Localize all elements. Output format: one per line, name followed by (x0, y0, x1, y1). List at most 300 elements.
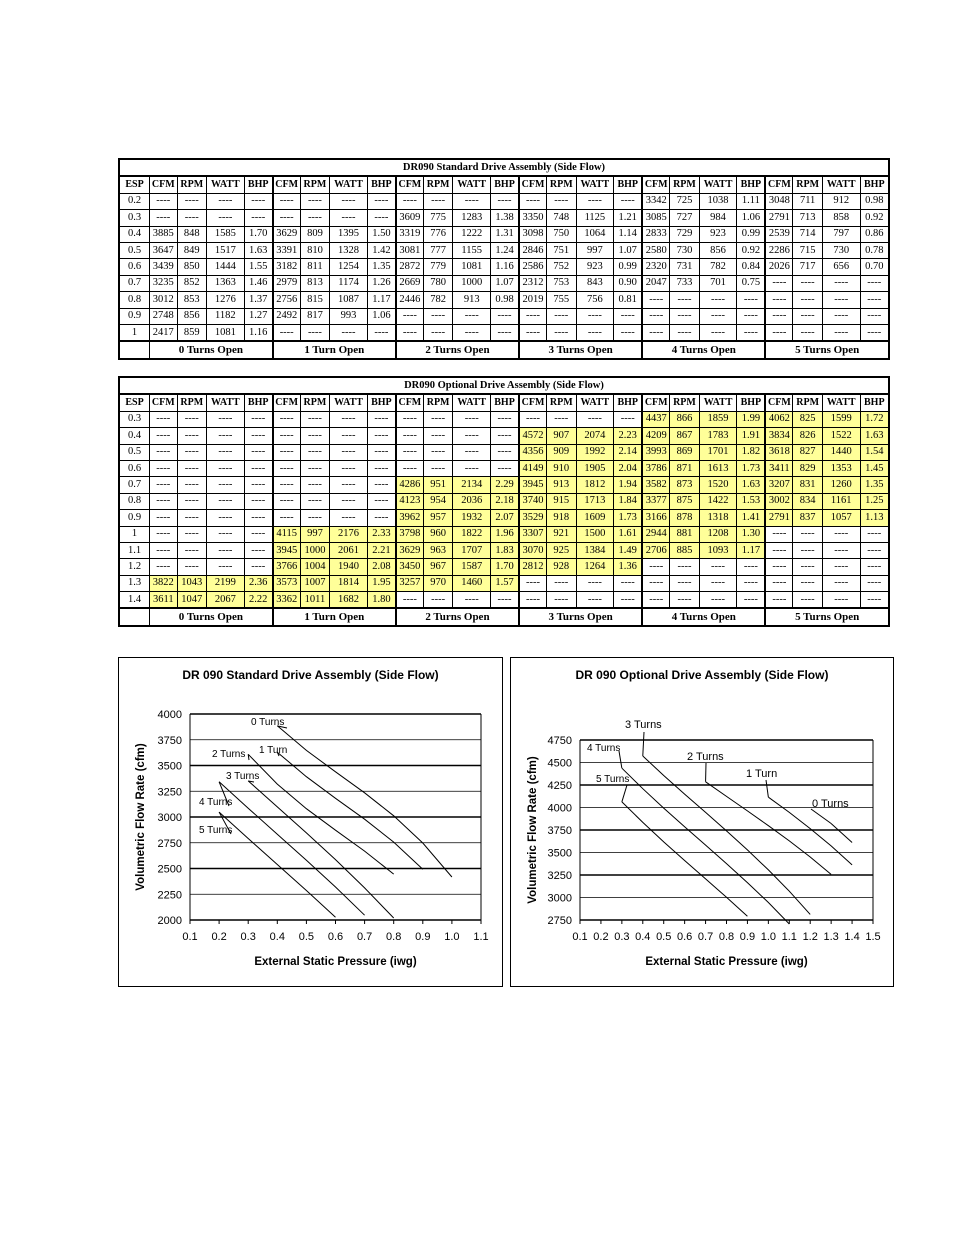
table-cell: 731 (670, 259, 700, 275)
column-header-rpm: RPM (423, 394, 453, 411)
table-row (119, 559, 889, 575)
table-cell: 1707 (453, 542, 491, 558)
table-cell: ---- (300, 324, 330, 341)
table-cell: 1254 (330, 259, 368, 275)
table-cell: ---- (491, 308, 520, 324)
optional-table-title: DR090 Optional Drive Assembly (Side Flow) (119, 377, 889, 394)
table-cell: 3048 (765, 193, 792, 209)
series-leader-line (643, 732, 644, 756)
table-cell: 4437 (642, 411, 669, 427)
y-tick-label: 4000 (157, 709, 182, 721)
y-tick-label: 3000 (547, 892, 572, 905)
table-cell: ---- (244, 493, 273, 509)
table-cell: 0.98 (491, 292, 520, 308)
series-label: 0 Turns (812, 798, 849, 810)
table-cell: 2074 (576, 428, 614, 444)
table-cell: 967 (423, 559, 453, 575)
y-tick-label: 2750 (547, 915, 572, 927)
y-tick-label: 4000 (547, 802, 572, 815)
column-header-cfm: CFM (642, 176, 669, 193)
table-cell: 827 (793, 444, 823, 460)
table-cell: ---- (519, 592, 546, 609)
table-cell: 1613 (699, 460, 737, 476)
table-cell: ---- (396, 592, 423, 609)
table-cell: ---- (793, 526, 823, 542)
table-cell: 2286 (765, 242, 792, 258)
table-cell: 3342 (642, 193, 669, 209)
table-cell: 951 (423, 477, 453, 493)
table-cell: 1057 (822, 510, 860, 526)
table-cell: 848 (177, 226, 207, 242)
table-cell: ---- (793, 292, 823, 308)
table-cell: 1.37 (244, 292, 273, 308)
table-cell: ---- (273, 444, 300, 460)
table-cell: 730 (670, 242, 700, 258)
table-cell: 923 (699, 226, 737, 242)
table-cell: 1.07 (491, 275, 520, 291)
x-tick-label: 0.7 (697, 931, 714, 943)
table-cell: 3450 (396, 559, 423, 575)
table-cell: ---- (273, 477, 300, 493)
table-cell: ---- (423, 444, 453, 460)
column-header-cfm: CFM (396, 176, 423, 193)
table-cell: 1.06 (737, 210, 766, 226)
table-cell: ---- (207, 460, 245, 476)
table-cell: 1585 (207, 226, 245, 242)
optional-chart-svg (511, 658, 893, 986)
column-header-rpm: RPM (547, 394, 577, 411)
table-cell: ---- (177, 444, 207, 460)
table-cell: 1.84 (614, 493, 643, 509)
table-cell: ---- (330, 193, 368, 209)
table-cell: ---- (765, 526, 792, 542)
table-cell: 2067 (207, 592, 245, 609)
table-cell: 3629 (396, 542, 423, 558)
table-cell: 826 (793, 428, 823, 444)
series-line (622, 802, 748, 916)
table-cell: ---- (576, 308, 614, 324)
table-cell: ---- (207, 210, 245, 226)
table-cell: ---- (177, 210, 207, 226)
table-cell: ---- (177, 477, 207, 493)
table-cell: 909 (547, 444, 577, 460)
table-cell: 0.70 (860, 259, 889, 275)
y-tick-label: 4500 (547, 757, 572, 770)
table-cell: ---- (453, 428, 491, 444)
column-header-rpm: RPM (670, 394, 700, 411)
table-cell: 997 (576, 242, 614, 258)
table-cell: 1004 (300, 559, 330, 575)
table-cell: ---- (273, 193, 300, 209)
table-cell: 2417 (150, 324, 177, 341)
table-cell: ---- (822, 308, 860, 324)
table-cell: 0.75 (737, 275, 766, 291)
table-cell: 1.17 (737, 542, 766, 558)
table-cell: ---- (330, 510, 368, 526)
table-cell: ---- (765, 559, 792, 575)
table-cell: ---- (860, 592, 889, 609)
table-cell: ---- (793, 542, 823, 558)
table-cell: ---- (491, 592, 520, 609)
x-tick-label: 0.6 (676, 931, 693, 943)
series-label: 2 Turns (212, 749, 246, 760)
table-cell: 1.50 (367, 226, 396, 242)
table-cell: 3573 (273, 575, 300, 591)
table-cell: ---- (614, 592, 643, 609)
table-cell: ---- (860, 292, 889, 308)
column-header-watt: WATT (453, 394, 491, 411)
table-cell: ---- (614, 324, 643, 341)
table-cell: 2026 (765, 259, 792, 275)
column-header-cfm: CFM (150, 176, 177, 193)
series-label: 2 Turns (687, 751, 724, 763)
table-row (119, 526, 889, 542)
chart-title: DR 090 Standard Drive Assembly (Side Flow) (182, 668, 439, 682)
table-cell: ---- (367, 493, 396, 509)
table-cell: 1.73 (614, 510, 643, 526)
table-cell: ---- (244, 542, 273, 558)
table-cell: 829 (793, 460, 823, 476)
column-header-rpm: RPM (793, 176, 823, 193)
table-cell: 3362 (273, 592, 300, 609)
x-tick-label: 0.3 (240, 931, 256, 943)
table-cell: 782 (699, 259, 737, 275)
table-cell: ---- (300, 493, 330, 509)
turns-open-label: 2 Turns Open (396, 341, 519, 358)
table-cell: 1.35 (860, 477, 889, 493)
table-cell: ---- (150, 542, 177, 558)
table-cell: ---- (300, 510, 330, 526)
table-cell: 856 (177, 308, 207, 324)
series-line (277, 726, 452, 877)
table-cell: 1.80 (367, 592, 396, 609)
column-header-cfm: CFM (519, 394, 546, 411)
table-cell: 1500 (576, 526, 614, 542)
table-cell: 1363 (207, 275, 245, 291)
table-cell: 0.99 (614, 259, 643, 275)
table-cell: 713 (793, 210, 823, 226)
table-cell: 1353 (822, 460, 860, 476)
table-cell: ---- (491, 411, 520, 427)
table-cell: ---- (423, 308, 453, 324)
series-line (248, 781, 394, 918)
y-tick-label: 3250 (157, 786, 182, 799)
y-tick-label: 3750 (547, 825, 572, 837)
table-cell: ---- (793, 275, 823, 291)
table-cell: 1.27 (244, 308, 273, 324)
column-header-cfm: CFM (150, 394, 177, 411)
table-cell: ---- (519, 193, 546, 209)
table-cell: ---- (822, 592, 860, 609)
y-tick-label: 4250 (547, 780, 572, 792)
table-cell: ---- (737, 324, 766, 341)
table-cell: 1064 (576, 226, 614, 242)
table-cell: ---- (453, 411, 491, 427)
esp-value: 0.9 (119, 510, 150, 526)
table-cell: 915 (547, 493, 577, 509)
table-cell: 970 (423, 575, 453, 591)
table-cell: ---- (614, 308, 643, 324)
column-header-bhp: BHP (491, 394, 520, 411)
table-cell: ---- (396, 428, 423, 444)
table-cell: ---- (244, 428, 273, 444)
table-cell: 776 (423, 226, 453, 242)
esp-value: 0.5 (119, 444, 150, 460)
table-cell: 0.78 (860, 242, 889, 258)
turns-open-label: 4 Turns Open (642, 608, 765, 625)
table-cell: 729 (670, 226, 700, 242)
table-cell: ---- (150, 493, 177, 509)
table-cell: ---- (670, 292, 700, 308)
table-row (119, 259, 889, 275)
table-cell: 656 (822, 259, 860, 275)
table-cell: 1043 (177, 575, 207, 591)
table-cell: 3945 (519, 477, 546, 493)
table-cell: ---- (670, 592, 700, 609)
table-cell: 1.72 (860, 411, 889, 427)
series-label: 3 Turns (226, 771, 260, 782)
table-cell: ---- (822, 542, 860, 558)
table-cell: ---- (330, 493, 368, 509)
column-header-rpm: RPM (423, 176, 453, 193)
table-cell: 3647 (150, 242, 177, 258)
table-cell: ---- (793, 592, 823, 609)
table-cell: 0.98 (860, 193, 889, 209)
table-cell: 3085 (642, 210, 669, 226)
table-cell: ---- (300, 210, 330, 226)
column-header-watt: WATT (576, 176, 614, 193)
table-cell: 1.94 (614, 477, 643, 493)
table-cell: 1.70 (491, 559, 520, 575)
x-tick-label: 1.5 (865, 931, 881, 943)
table-cell: 2812 (519, 559, 546, 575)
table-cell: ---- (177, 428, 207, 444)
table-cell: 1.55 (244, 259, 273, 275)
series-leader-line (622, 785, 627, 802)
esp-header: ESP (119, 176, 150, 193)
table-cell: 1.63 (244, 242, 273, 258)
table-cell: ---- (642, 308, 669, 324)
table-cell: ---- (491, 428, 520, 444)
table-cell: 928 (547, 559, 577, 575)
y-tick-label: 3250 (547, 870, 572, 882)
table-cell: 918 (547, 510, 577, 526)
table-cell: 1260 (822, 477, 860, 493)
table-cell: 752 (547, 259, 577, 275)
table-cell: ---- (642, 292, 669, 308)
table-cell: ---- (300, 193, 330, 209)
table-cell: 1460 (453, 575, 491, 591)
table-cell: ---- (765, 324, 792, 341)
table-cell: ---- (273, 210, 300, 226)
turns-open-label: 5 Turns Open (765, 608, 889, 625)
table-cell: ---- (300, 444, 330, 460)
column-header-bhp: BHP (491, 176, 520, 193)
table-cell: 1822 (453, 526, 491, 542)
table-cell: 753 (547, 275, 577, 291)
table-cell: 1.26 (367, 275, 396, 291)
column-header-watt: WATT (330, 394, 368, 411)
table-cell: 3350 (519, 210, 546, 226)
table-cell: ---- (453, 444, 491, 460)
table-cell: ---- (547, 592, 577, 609)
table-cell: 1.17 (367, 292, 396, 308)
table-cell: 1.25 (860, 493, 889, 509)
column-header-rpm: RPM (793, 394, 823, 411)
table-cell: ---- (244, 559, 273, 575)
table-cell: 1000 (300, 542, 330, 558)
table-cell: 2979 (273, 275, 300, 291)
x-tick-label: 0.9 (415, 931, 431, 943)
table-cell: 755 (547, 292, 577, 308)
table-cell: 1.16 (491, 259, 520, 275)
table-cell: ---- (614, 193, 643, 209)
table-cell: 856 (699, 242, 737, 258)
table-cell: ---- (367, 477, 396, 493)
table-cell: 2944 (642, 526, 669, 542)
table-cell: 1.63 (860, 428, 889, 444)
table-cell: 1000 (453, 275, 491, 291)
column-header-bhp: BHP (614, 394, 643, 411)
table-cell: 1395 (330, 226, 368, 242)
table-cell: 1.06 (367, 308, 396, 324)
table-cell: 1.46 (244, 275, 273, 291)
table-cell: ---- (330, 428, 368, 444)
table-cell: ---- (423, 592, 453, 609)
table-cell: ---- (699, 592, 737, 609)
table-cell: ---- (177, 559, 207, 575)
table-cell: 1007 (300, 575, 330, 591)
x-axis-label: External Static Pressure (iwg) (645, 956, 808, 968)
table-cell: 813 (300, 275, 330, 291)
table-cell: 1.14 (614, 226, 643, 242)
table-cell: 727 (670, 210, 700, 226)
table-cell: 1905 (576, 460, 614, 476)
table-cell: 923 (576, 259, 614, 275)
table-cell: ---- (699, 324, 737, 341)
y-tick-label: 2250 (157, 889, 182, 902)
table-cell: ---- (330, 324, 368, 341)
esp-value: 0.2 (119, 193, 150, 209)
table-cell: ---- (207, 493, 245, 509)
y-tick-label: 3750 (157, 734, 182, 747)
table-cell: ---- (453, 460, 491, 476)
table-cell: 0.86 (860, 226, 889, 242)
series-label: 3 Turns (625, 719, 662, 731)
table-cell: ---- (177, 411, 207, 427)
footer-blank-cell (119, 341, 150, 358)
table-cell: 1276 (207, 292, 245, 308)
table-cell: ---- (330, 460, 368, 476)
table-cell: 912 (822, 193, 860, 209)
table-cell: 2492 (273, 308, 300, 324)
series-line (219, 812, 335, 917)
table-cell: ---- (765, 308, 792, 324)
series-leader-line (811, 809, 831, 824)
column-header-cfm: CFM (765, 176, 792, 193)
x-tick-label: 1.4 (844, 931, 860, 943)
table-cell: ---- (396, 324, 423, 341)
table-cell: ---- (860, 324, 889, 341)
table-cell: ---- (519, 411, 546, 427)
series-line (277, 752, 423, 869)
table-cell: ---- (396, 444, 423, 460)
table-cell: 1222 (453, 226, 491, 242)
table-cell: 0.90 (614, 275, 643, 291)
table-cell: 984 (699, 210, 737, 226)
table-cell: ---- (614, 411, 643, 427)
table-cell: 1.42 (367, 242, 396, 258)
table-cell: 858 (822, 210, 860, 226)
esp-value: 0.4 (119, 428, 150, 444)
table-cell: 913 (547, 477, 577, 493)
table-cell: 850 (177, 259, 207, 275)
x-tick-label: 0.9 (739, 931, 756, 943)
column-header-watt: WATT (330, 176, 368, 193)
table-cell: 1155 (453, 242, 491, 258)
table-cell: 1087 (330, 292, 368, 308)
table-row (119, 510, 889, 526)
table-cell: ---- (860, 275, 889, 291)
table-cell: 1.16 (244, 324, 273, 341)
table-cell: ---- (822, 275, 860, 291)
table-cell: ---- (177, 526, 207, 542)
table-cell: 963 (423, 542, 453, 558)
table-cell: 3834 (765, 428, 792, 444)
column-header-bhp: BHP (860, 176, 889, 193)
table-footer-row (119, 608, 889, 625)
x-tick-label: 0.4 (635, 931, 651, 943)
table-cell: 2.29 (491, 477, 520, 493)
optional-header-row (119, 394, 889, 411)
table-cell: 3235 (150, 275, 177, 291)
table-cell: 837 (793, 510, 823, 526)
table-cell: 1328 (330, 242, 368, 258)
table-cell: 1.11 (737, 193, 766, 209)
table-cell: 0.81 (614, 292, 643, 308)
table-cell: 1.24 (491, 242, 520, 258)
table-cell: 1.31 (491, 226, 520, 242)
table-cell: 2.14 (614, 444, 643, 460)
table-cell: ---- (642, 575, 669, 591)
table-cell: 1812 (576, 477, 614, 493)
table-cell: ---- (423, 324, 453, 341)
column-header-cfm: CFM (273, 394, 300, 411)
table-cell: 1.36 (614, 559, 643, 575)
table-cell: 1.91 (737, 428, 766, 444)
series-label: 1 Turn (259, 745, 288, 756)
table-cell: 2669 (396, 275, 423, 291)
table-cell: 1.49 (614, 542, 643, 558)
table-cell: ---- (765, 542, 792, 558)
table-cell: 2.18 (491, 493, 520, 509)
optional-drive-table (118, 376, 890, 627)
table-cell: 843 (576, 275, 614, 291)
table-cell: ---- (396, 193, 423, 209)
table-cell: 2019 (519, 292, 546, 308)
table-cell: 1522 (822, 428, 860, 444)
table-cell: 2872 (396, 259, 423, 275)
optional-drive-chart (510, 657, 894, 987)
table-cell: ---- (491, 460, 520, 476)
esp-value: 0.6 (119, 259, 150, 275)
x-tick-label: 1.0 (444, 931, 460, 943)
esp-value: 0.8 (119, 292, 150, 308)
table-cell: ---- (177, 460, 207, 476)
table-cell: 1517 (207, 242, 245, 258)
table-cell: 3207 (765, 477, 792, 493)
table-cell: 2791 (765, 210, 792, 226)
